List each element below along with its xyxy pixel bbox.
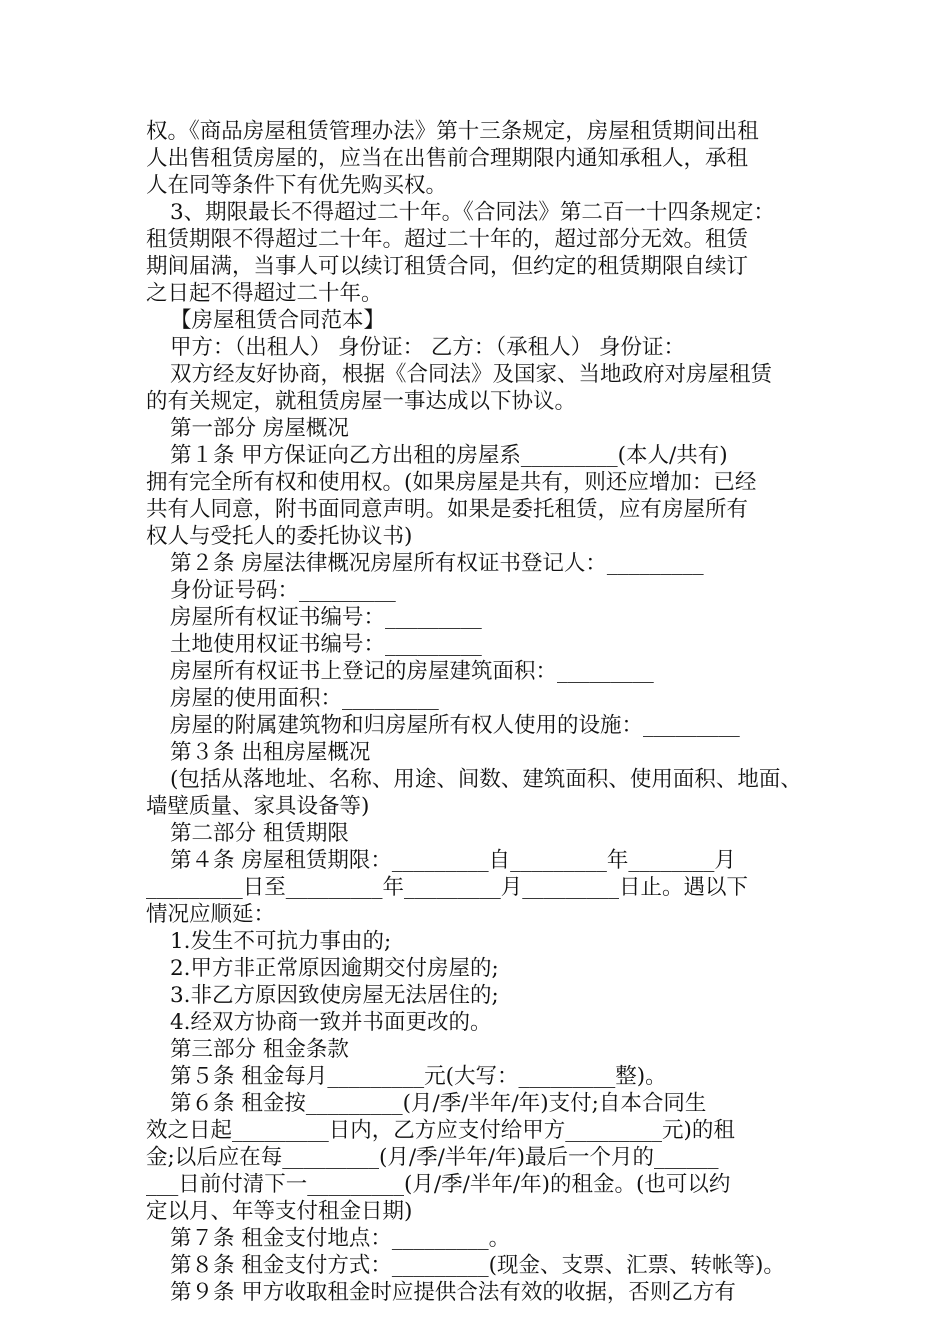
text-line: 1.发生不可抗力事由的; [170,929,392,954]
text-line: 第三部分 租金条款 [170,1037,349,1062]
contract-text [146,118,816,1306]
text-line: 房屋所有权证书上登记的房屋建筑面积：_________ [170,659,654,684]
text-line: _________日至_________年_________月_________日止。遇以下 [146,875,749,900]
text-line: 定以月、年等支付租金日期) [146,1199,413,1224]
text-line: 情况应顺延： [146,902,276,927]
text-line: 拥有完全所有权和使用权。(如果房屋是共有，则还应增加：已经 [146,470,757,495]
text-line: 3、期限最长不得超过二十年。《合同法》第二百一十四条规定： [170,200,775,225]
text-line: 第８条 租金支付方式：_________(现金、支票、汇票、转帐等)。 [170,1253,785,1278]
text-line: 房屋的使用面积：_________ [170,686,439,711]
text-line: ___日前付清下一_________(月/季/半年/年)的租金。(也可以约 [146,1172,731,1197]
text-line: 共有人同意，附书面同意声明。如果是委托租赁，应有房屋所有 [146,497,749,522]
text-line: 房屋的附属建筑物和归房屋所有权人使用的设施：_________ [170,713,740,738]
text-line: 第７条 租金支付地点：_________。 [170,1226,511,1251]
text-line: 土地使用权证书编号：_________ [170,632,482,657]
text-line: 第４条 房屋租赁期限：_________自_________年________月 [170,848,736,873]
text-line: 第２条 房屋法律概况房屋所有权证书登记人：_________ [170,551,704,576]
text-line: 房屋所有权证书编号：_________ [170,605,482,630]
text-line: 期间届满，当事人可以续订租赁合同，但约定的租赁期限自续订 [146,254,749,279]
text-line: 人在同等条件下有优先购买权。 [146,173,448,198]
text-line: 权人与受托人的委托协议书) [146,524,413,549]
text-line: 2.甲方非正常原因逾期交付房屋的; [170,956,499,981]
text-line: 4.经双方协商一致并书面更改的。 [170,1010,492,1035]
text-line: 权。《商品房屋租赁管理办法》第十三条规定，房屋租赁期间出租 [146,119,759,144]
text-line: 第５条 租金每月_________元(大写：_________整)。 [170,1064,667,1089]
text-line: 第１条 甲方保证向乙方出租的房屋系_________(本人/共有) [170,443,728,468]
text-line: 双方经友好协商，根据《合同法》及国家、当地政府对房屋租赁 [170,362,773,387]
text-line: 人出售租赁房屋的，应当在出售前合理期限内通知承租人，承租 [146,146,749,171]
text-line: 第６条 租金按_________(月/季/半年/年)支付;自本合同生 [170,1091,707,1116]
text-line: 第二部分 租赁期限 [170,821,349,846]
text-line: 【房屋租赁合同范本】 [170,308,386,333]
text-line: 租赁期限不得超过二十年。超过二十年的，超过部分无效。租赁 [146,227,749,252]
text-line: 身份证号码：_________ [170,578,396,603]
text-line: 的有关规定，就租赁房屋一事达成以下协议。 [146,389,577,414]
text-line: 第９条 甲方收取租金时应提供合法有效的收据，否则乙方有 [170,1280,736,1305]
text-line: 之日起不得超过二十年。 [146,281,383,306]
text-line: 甲方：（出租人） 身份证： 乙方：（承租人） 身份证： [170,335,686,360]
text-line: 金;以后应在每_________(月/季/半年/年)最后一个月的______ [146,1145,719,1170]
text-line: 效之日起_________日内，乙方应支付给甲方_________元)的租 [146,1118,735,1143]
text-line: (包括从落地址、名称、用途、间数、建筑面积、使用面积、地面、 [170,767,802,792]
text-line: 第一部分 房屋概况 [170,416,349,441]
text-line: 第３条 出租房屋概况 [170,740,371,765]
text-line: 墙壁质量、家具设备等) [146,794,370,819]
text-line: 3.非乙方原因致使房屋无法居住的; [170,983,499,1008]
